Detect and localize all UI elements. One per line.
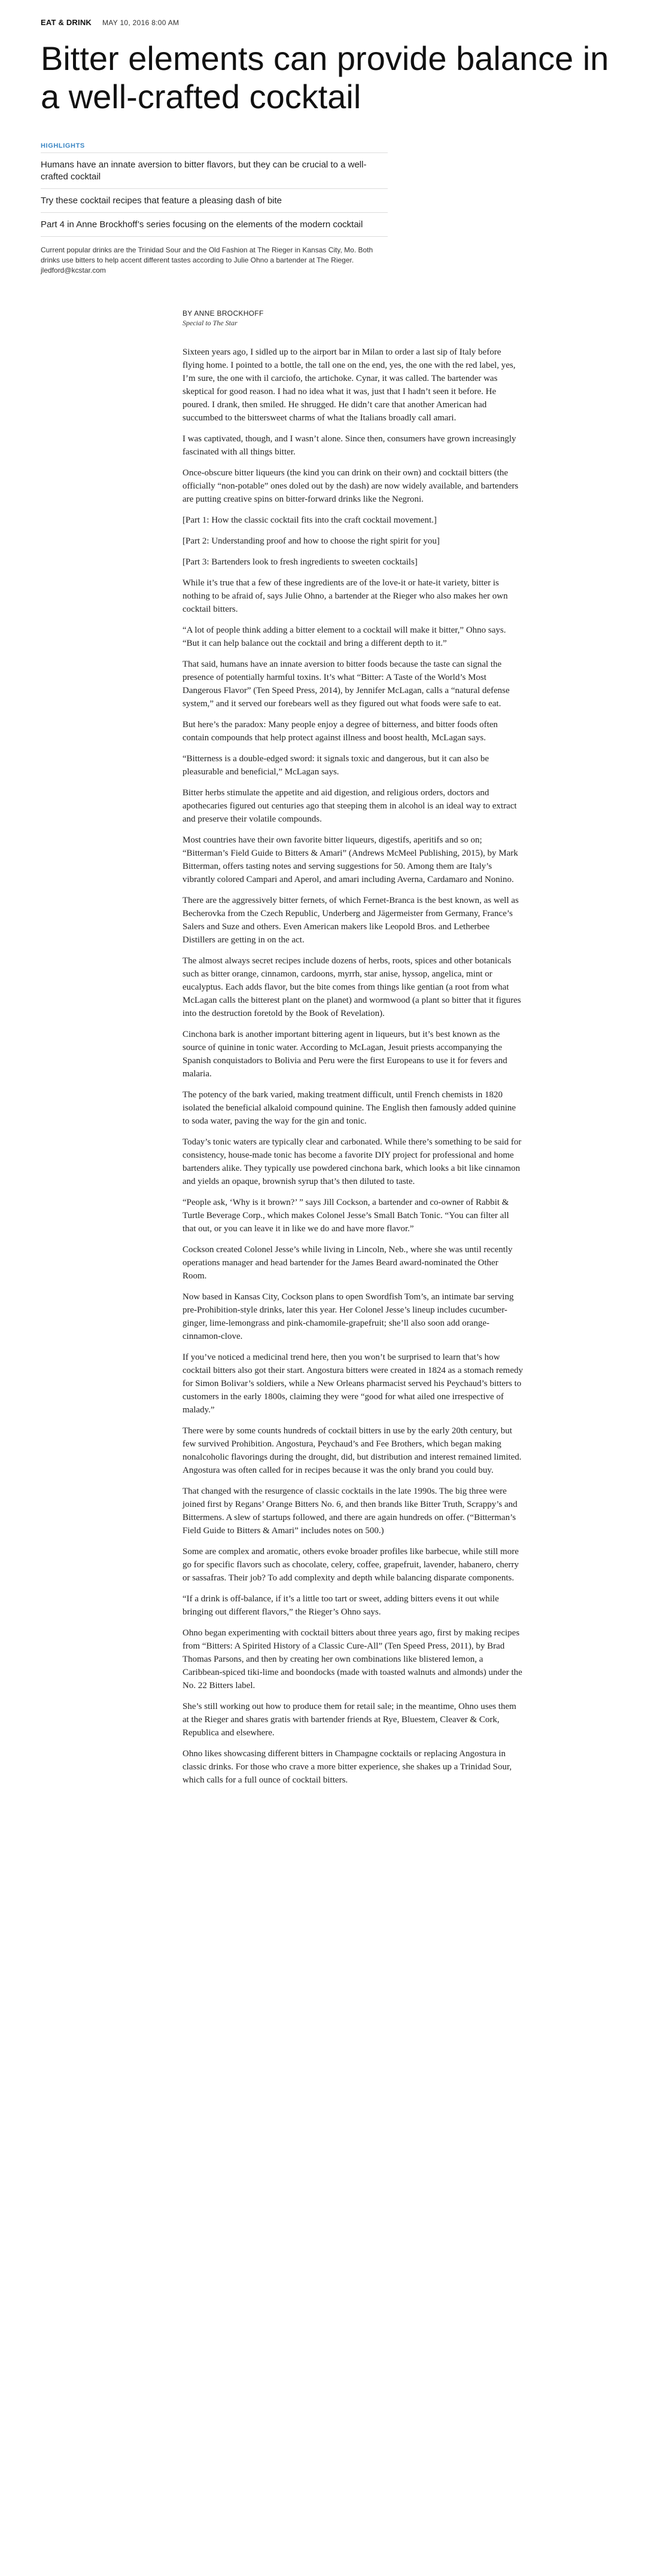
body-paragraph: “A lot of people think adding a bitter element to a cocktail will make it bitter,” Ohno says. “But it can help balance out the cocktail and bring a different depth to it.” (182, 625, 506, 648)
article-body (182, 309, 524, 1787)
photo-caption: Current popular drinks are the Trinidad Sour and the Old Fashion at The Rieger in Kansas City, Mo. Both drinks use bitters to help accent different tastes according to Julie Ohno a bartender at The Rieger. jledford@kcstar.com (41, 246, 373, 274)
highlight-item: Try these cocktail recipes that feature a pleasing dash of bite (41, 189, 388, 213)
body-paragraph: There are the aggressively bitter fernets, of which Fernet-Branca is the best known, as well as Becherovka from the Czech Republic, Underberg and Jägermeister from Germany, France’s Salers and Suze and others. Even American makers like Leopold Bros. and Letherbee Distillers are getting in on the act. (182, 896, 519, 945)
body-paragraph: “Bitterness is a double-edged sword: it signals toxic and dangerous, but it can also be pleasurable and beneficial,” McLagan says. (182, 754, 489, 777)
body-paragraph: Cinchona bark is another important bittering agent in liqueurs, but it’s best known as the source of quinine in tonic water. According to McLagan, Jesuit priests accompanying the Spanish conquistadors to Bolivia and Peru were the first Europeans to use it for fevers and malaria. (182, 1030, 507, 1079)
highlights-label: HIGHLIGHTS (41, 142, 388, 153)
body-paragraph: Sixteen years ago, I sidled up to the airport bar in Milan to order a last sip of Italy before flying home. I pointed to a bottle, the tall one on the end, yes, the one with the red label, yes, I’m sure, the one with il carciofo, the artichoke. Cynar, it was called. The bartender was skeptical for good reason. I had no idea what it was, just that I hadn’t seen it before. He poured. I drank, then smiled. He shrugged. He didn’t care that another American had succumbed to the bittersweet charms of what the Italians broadly call amari. (182, 347, 516, 423)
body-paragraph: [Part 2: Understanding proof and how to choose the right spirit for you] (182, 536, 440, 546)
body-paragraph: If you’ve noticed a medicinal trend here, then you won’t be surprised to learn that’s how cocktail bitters also got their start. Angostura bitters were created in 1824 as a stomach remedy for Simon Bolivar’s soldiers, while a New Orleans pharmacist served his Peychaud’s bitters to customers in the early 1800s, claiming they were “good for what ailed one irrespective of malady.” (182, 1353, 523, 1415)
body-paragraph: That said, humans have an innate aversion to bitter foods because the taste can signal the presence of potentially harmful toxins. It’s what “Bitter: A Taste of the World’s Most Dangerous Flavor” (Ten Speed Press, 2014), by Jennifer McLagan, calls a “natural defense system,” and it served our forebears well as they figured out what foods were safe to eat. (182, 660, 510, 709)
body-paragraph: But here’s the paradox: Many people enjoy a degree of bitterness, and bitter foods often contain compounds that help protect against illness and boost health, McLagan says. (182, 720, 498, 743)
body-paragraph: The almost always secret recipes include dozens of herbs, roots, spices and other botanicals such as bitter orange, cinnamon, cardoons, myrrh, star anise, hyssop, angelica, mint or eucalyptus. Each adds flavor, but the bite comes from things like gentian (a root from what McLagan calls the bitterest plant on the planet) and wormwood (a plant so bitter that it figures into the destruction foretold by the Book of Revelation). (182, 956, 521, 1018)
body-paragraph: Ohno began experimenting with cocktail bitters about three years ago, first by making recipes from “Bitters: A Spirited History of a Classic Cure-All” (Ten Speed Press, 2011), by Brad Thomas Parsons, and then by creating her own combinations like blistered lemon, a Caribbean-spiced tiki-lime and boondocks (made with toasted walnuts and almonds) under the No. 22 Bitters label. (182, 1628, 522, 1690)
publish-date: MAY 10, 2016 8:00 AM (102, 19, 180, 27)
body-paragraph: That changed with the resurgence of classic cocktails in the late 1990s. The big three were joined first by Regans’ Orange Bitters No. 6, and then brands like Bitter Truth, Scrappy’s and Bittermens. A slew of startups followed, and there are again hundreds on offer. (“Bitterman’s Field Guide to Bitters & Amari” includes notes on 500.) (182, 1487, 518, 1536)
body-paragraph: Today’s tonic waters are typically clear and carbonated. While there’s something to be said for consistency, house-made tonic has become a favorite DIY project for professional and home bartenders alike. They typically use powdered cinchona bark, which looks a bit like cinnamon and yields an opaque, brownish syrup that’s then diluted to taste. (182, 1137, 522, 1186)
byline-role: Special to The Star (182, 319, 238, 327)
highlights-box (41, 142, 388, 237)
highlight-item: Part 4 in Anne Brockhoff’s series focusing on the elements of the modern cocktail (41, 213, 388, 237)
body-paragraph: Most countries have their own favorite bitter liqueurs, digestifs, aperitifs and so on; “Bitterman’s Field Guide to Bitters & Amari” (Andrews McMeel Publishing, 2015), by Mark Bitterman, offers tasting notes and serving suggestions for 50. Among them are Italy’s vibrantly colored Campari and Aperol, and amari including Averna, Cardamaro and Nonino. (182, 835, 518, 884)
byline-author: BY ANNE BROCKHOFF (182, 309, 264, 318)
body-paragraph: “If a drink is off-balance, if it’s a little too tart or sweet, adding bitters evens it out while bringing out different flavors,” the Rieger’s Ohno says. (182, 1594, 499, 1617)
body-paragraph: [Part 3: Bartenders look to fresh ingredients to sweeten cocktails] (182, 557, 418, 567)
section-link[interactable]: EAT & DRINK (41, 18, 92, 27)
headline: Bitter elements can provide balance in a well-crafted cocktail (41, 39, 609, 115)
body-paragraph: Once-obscure bitter liqueurs (the kind you can drink on their own) and cocktail bitters (the officially “non-potable” ones doled out by the dash) are now widely available, and bartenders are putting creative spins on bitter-forward drinks like the Negroni. (182, 468, 519, 504)
body-paragraph: [Part 1: How the classic cocktail fits into the craft cocktail movement.] (182, 515, 437, 525)
article-meta (41, 18, 648, 33)
body-paragraph: There were by some counts hundreds of cocktail bitters in use by the early 20th century, but few survived Prohibition. Angostura, Peychaud’s and Fee Brothers, which began making nonalcoholic flavorings during the drought, did, but distribution and interest remained limited. Angostura was often called for in recipes because it was the only brand you could buy. (182, 1426, 522, 1475)
body-paragraph: She’s still working out how to produce them for retail sale; in the meantime, Ohno uses them at the Rieger and shares gratis with bartender friends at Rye, Bluestem, Cleaver & Cork, Republica and elsewhere. (182, 1702, 516, 1738)
body-paragraph: Some are complex and aromatic, others evoke broader profiles like barbecue, while still more go for specific flavors such as chocolate, celery, coffee, grapefruit, lavender, habanero, cherry or sassafras. Their job? To add complexity and depth while balancing disparate components. (182, 1547, 519, 1583)
body-paragraphs (182, 346, 524, 1787)
body-paragraph: The potency of the bark varied, making treatment difficult, until French chemists in 1820 isolated the beneficial alkaloid compound quinine. The English then famously added quinine to soda water, paving the way for the gin and tonic. (182, 1090, 516, 1126)
body-paragraph: I was captivated, though, and I wasn’t alone. Since then, consumers have grown increasingly fascinated with all things bitter. (182, 434, 516, 457)
highlight-item: Humans have an innate aversion to bitter flavors, but they can be crucial to a well-crafted cocktail (41, 153, 388, 189)
body-paragraph: “People ask, ‘Why is it brown?’ ” says Jill Cockson, a bartender and co-owner of Rabbit & Turtle Beverage Corp., which makes Colonel Jesse’s Small Batch Tonic. “You can filter all that out, or you can leave it in like we do and have more flavor.” (182, 1198, 509, 1234)
body-paragraph: While it’s true that a few of these ingredients are of the love-it or hate-it variety, bitter is nothing to be afraid of, says Julie Ohno, a bartender at the Rieger who also makes her own cocktail bitters. (182, 578, 508, 614)
body-paragraph: Now based in Kansas City, Cockson plans to open Swordfish Tom’s, an intimate bar serving pre-Prohibition-style drinks, later this year. Her Colonel Jesse’s lineup includes cucumber-ginger, lime-lemongrass and pink-chamomile-grapefruit; she’ll also soon add orange-cinnamon-clove. (182, 1292, 514, 1341)
body-paragraph: Ohno likes showcasing different bitters in Champagne cocktails or replacing Angostura in classic drinks. For those who crave a more bitter experience, she shakes up a Trinidad Sour, which calls for a full ounce of cocktail bitters. (182, 1749, 512, 1785)
body-paragraph: Cockson created Colonel Jesse’s while living in Lincoln, Neb., where she was until recently operations manager and head bartender for the James Beard award-nominated the Other Room. (182, 1245, 513, 1281)
body-paragraph: Bitter herbs stimulate the appetite and aid digestion, and religious orders, doctors and apothecaries figured out centuries ago that steeping them in alcohol is an ideal way to extract and preserve their volatile compounds. (182, 788, 517, 824)
